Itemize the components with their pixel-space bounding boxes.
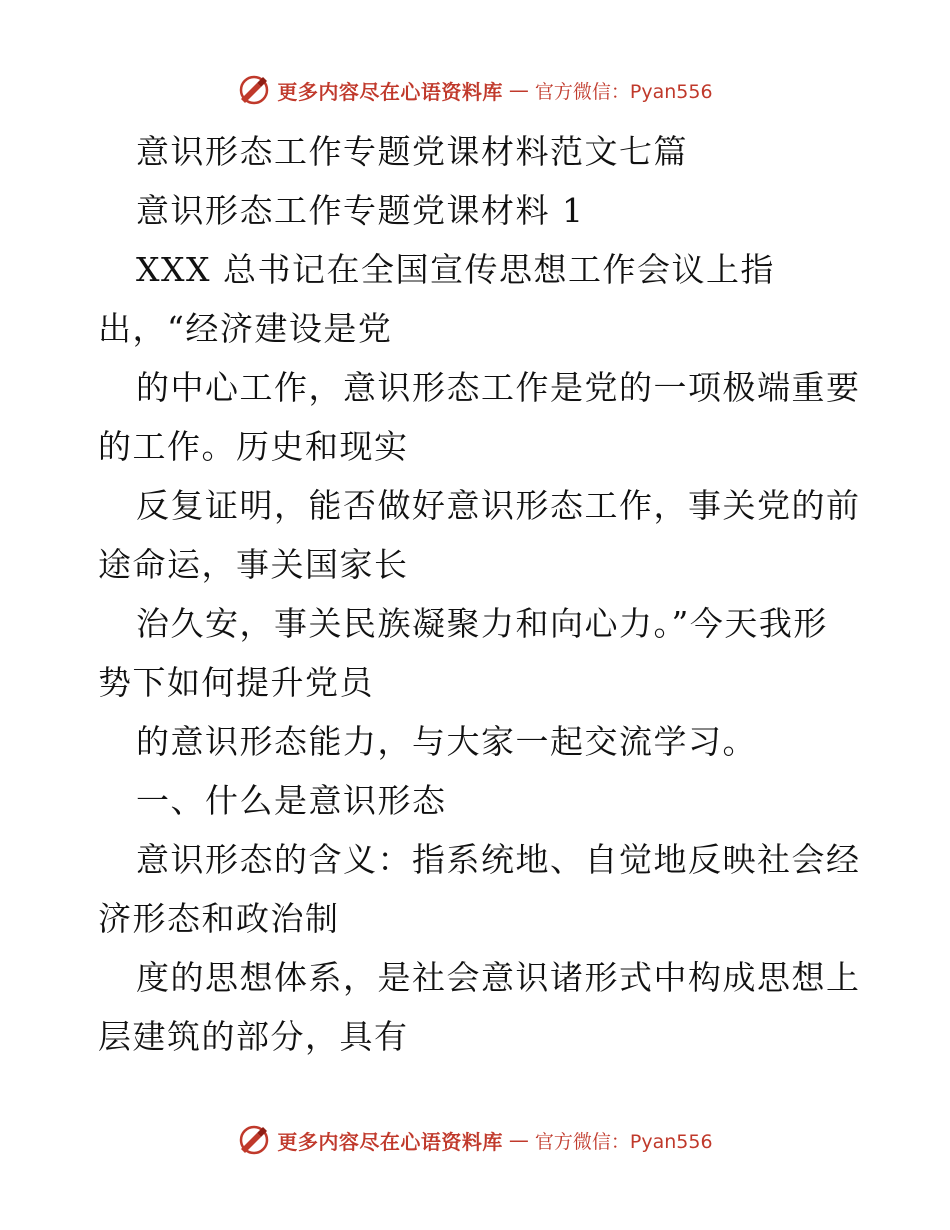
text-line: 途命运，事关国家长 (98, 545, 409, 584)
document-body (98, 122, 861, 1066)
text-line: 势下如何提升党员 (98, 663, 374, 702)
text-line: 的意识形态能力，与大家一起交流学习。 (136, 722, 757, 761)
text-line: 意识形态工作专题党课材料范文七篇 (136, 132, 688, 171)
pen-nib-circle-icon (237, 1123, 271, 1157)
text-line: 意识形态工作专题党课材料 1 (136, 191, 585, 230)
watermark-brand: 更多内容尽在心语资料库 (277, 1129, 503, 1154)
watermark-separator: — (508, 78, 529, 102)
header-watermark (0, 70, 950, 110)
text-line: 的工作。历史和现实 (98, 427, 409, 466)
pen-nib-circle-icon (237, 73, 271, 107)
watermark-brand: 更多内容尽在心语资料库 (277, 79, 503, 104)
text-line: XXX 总书记在全国宣传思想工作会议上指 (136, 250, 775, 289)
text-line: 的中心工作，意识形态工作是党的一项极端重要 (136, 368, 861, 407)
text-line: 治久安，事关民族凝聚力和向心力。”今天我形 (136, 604, 828, 643)
text-line: 济形态和政治制 (98, 899, 340, 938)
text-line: 出，“经济建设是党 (98, 309, 393, 348)
text-line: 层建筑的部分，具有 (98, 1017, 409, 1056)
watermark-separator: — (508, 1128, 529, 1152)
text-line: 反复证明，能否做好意识形态工作，事关党的前 (136, 486, 861, 525)
text-line: 度的思想体系，是社会意识诸形式中构成思想上 (136, 958, 861, 997)
text-line: 意识形态的含义：指系统地、自觉地反映社会经 (136, 840, 861, 879)
watermark-wechat: 官方微信：Pyan556 (534, 80, 713, 103)
text-line: 一、什么是意识形态 (136, 781, 447, 820)
footer-watermark (0, 1120, 950, 1160)
watermark-wechat: 官方微信：Pyan556 (534, 1130, 713, 1153)
